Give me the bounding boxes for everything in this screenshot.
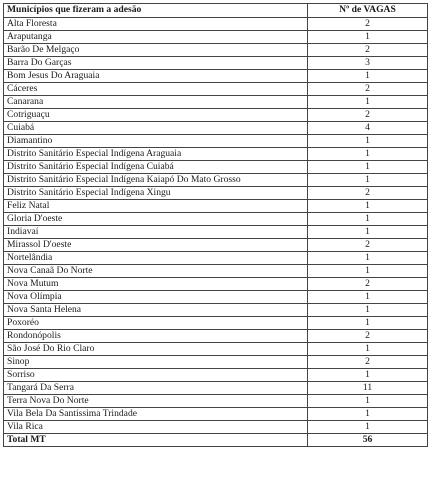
municipio-cell: Rondonópolis <box>4 330 308 343</box>
table-row <box>4 31 428 44</box>
table-row <box>4 174 428 187</box>
municipio-cell: Nortelândia <box>4 252 308 265</box>
vagas-cell: 1 <box>308 408 428 421</box>
table-row <box>4 278 428 291</box>
table-row <box>4 382 428 395</box>
table-row <box>4 343 428 356</box>
municipio-cell: Indiavaí <box>4 226 308 239</box>
vagas-cell: 1 <box>308 226 428 239</box>
header-vagas: Nº de VAGAS <box>308 4 428 18</box>
vagas-cell: 1 <box>308 395 428 408</box>
vagas-cell: 1 <box>308 31 428 44</box>
municipio-cell: Gloria D'oeste <box>4 213 308 226</box>
municipio-cell: Araputanga <box>4 31 308 44</box>
table-body <box>4 18 428 434</box>
table-row <box>4 96 428 109</box>
municipio-cell: Terra Nova Do Norte <box>4 395 308 408</box>
table-row <box>4 291 428 304</box>
municipio-cell: Nova Mutum <box>4 278 308 291</box>
table-row <box>4 226 428 239</box>
vagas-cell: 11 <box>308 382 428 395</box>
vagas-cell: 2 <box>308 44 428 57</box>
municipio-cell: Sorriso <box>4 369 308 382</box>
table-row <box>4 18 428 31</box>
table-header-row <box>4 4 428 18</box>
municipio-cell: Diamantino <box>4 135 308 148</box>
vagas-cell: 1 <box>308 96 428 109</box>
vagas-cell: 1 <box>308 70 428 83</box>
municipio-cell: Distrito Sanitário Especial Indígena Cuiabá <box>4 161 308 174</box>
header-municipios: Municípios que fizeram a adesão <box>4 4 308 18</box>
vagas-cell: 1 <box>308 369 428 382</box>
table-row <box>4 109 428 122</box>
table-row <box>4 187 428 200</box>
vagas-cell: 1 <box>308 174 428 187</box>
table-row <box>4 200 428 213</box>
vagas-cell: 1 <box>308 317 428 330</box>
vagas-cell: 2 <box>308 83 428 96</box>
table-row <box>4 356 428 369</box>
vagas-cell: 1 <box>308 252 428 265</box>
municipio-cell: Distrito Sanitário Especial Indígena Araguaia <box>4 148 308 161</box>
table-row <box>4 239 428 252</box>
municipio-cell: Bom Jesus Do Araguaia <box>4 70 308 83</box>
vagas-cell: 1 <box>308 291 428 304</box>
vagas-cell: 2 <box>308 187 428 200</box>
municipio-cell: São José Do Rio Claro <box>4 343 308 356</box>
municipio-cell: Distrito Sanitário Especial Indígena Kaiapó Do Mato Grosso <box>4 174 308 187</box>
municipio-cell: Feliz Natal <box>4 200 308 213</box>
municipio-cell: Sinop <box>4 356 308 369</box>
municipio-cell: Cáceres <box>4 83 308 96</box>
table-row <box>4 421 428 434</box>
table-row <box>4 83 428 96</box>
vagas-cell: 1 <box>308 148 428 161</box>
vagas-cell: 2 <box>308 109 428 122</box>
vagas-cell: 1 <box>308 265 428 278</box>
table-row <box>4 148 428 161</box>
table-row <box>4 70 428 83</box>
table-row <box>4 369 428 382</box>
municipio-cell: Nova Canaã Do Norte <box>4 265 308 278</box>
table-row <box>4 161 428 174</box>
table-row <box>4 395 428 408</box>
vagas-cell: 1 <box>308 135 428 148</box>
vagas-cell: 1 <box>308 421 428 434</box>
municipio-cell: Nova Olímpia <box>4 291 308 304</box>
table-row <box>4 57 428 70</box>
municipio-cell: Cuiabá <box>4 122 308 135</box>
municipio-cell: Poxoréo <box>4 317 308 330</box>
vagas-cell: 1 <box>308 304 428 317</box>
vagas-cell: 2 <box>308 18 428 31</box>
table-row <box>4 265 428 278</box>
vagas-cell: 1 <box>308 161 428 174</box>
municipio-cell: Cotriguaçu <box>4 109 308 122</box>
vagas-cell: 4 <box>308 122 428 135</box>
municipio-cell: Canarana <box>4 96 308 109</box>
table-row <box>4 317 428 330</box>
vagas-cell: 2 <box>308 356 428 369</box>
total-value: 56 <box>308 434 428 447</box>
table-row <box>4 408 428 421</box>
vagas-cell: 1 <box>308 200 428 213</box>
total-label: Total MT <box>4 434 308 447</box>
municipio-cell: Barão De Melgaço <box>4 44 308 57</box>
table-row <box>4 135 428 148</box>
vagas-cell: 1 <box>308 213 428 226</box>
municipio-cell: Vila Rica <box>4 421 308 434</box>
municipio-cell: Barra Do Garças <box>4 57 308 70</box>
municipio-cell: Vila Bela Da Santíssima Trindade <box>4 408 308 421</box>
vagas-cell: 3 <box>308 57 428 70</box>
vagas-cell: 2 <box>308 278 428 291</box>
municipio-cell: Nova Santa Helena <box>4 304 308 317</box>
vagas-cell: 1 <box>308 343 428 356</box>
table-row <box>4 304 428 317</box>
vagas-table <box>3 3 428 447</box>
total-row <box>4 434 428 447</box>
municipio-cell: Tangará Da Serra <box>4 382 308 395</box>
municipio-cell: Distrito Sanitário Especial Indígena Xingu <box>4 187 308 200</box>
table-row <box>4 44 428 57</box>
table-row <box>4 213 428 226</box>
table-row <box>4 330 428 343</box>
municipio-cell: Alta Floresta <box>4 18 308 31</box>
table-row <box>4 122 428 135</box>
table-row <box>4 252 428 265</box>
vagas-cell: 2 <box>308 330 428 343</box>
vagas-cell: 2 <box>308 239 428 252</box>
municipio-cell: Mirassol D'oeste <box>4 239 308 252</box>
